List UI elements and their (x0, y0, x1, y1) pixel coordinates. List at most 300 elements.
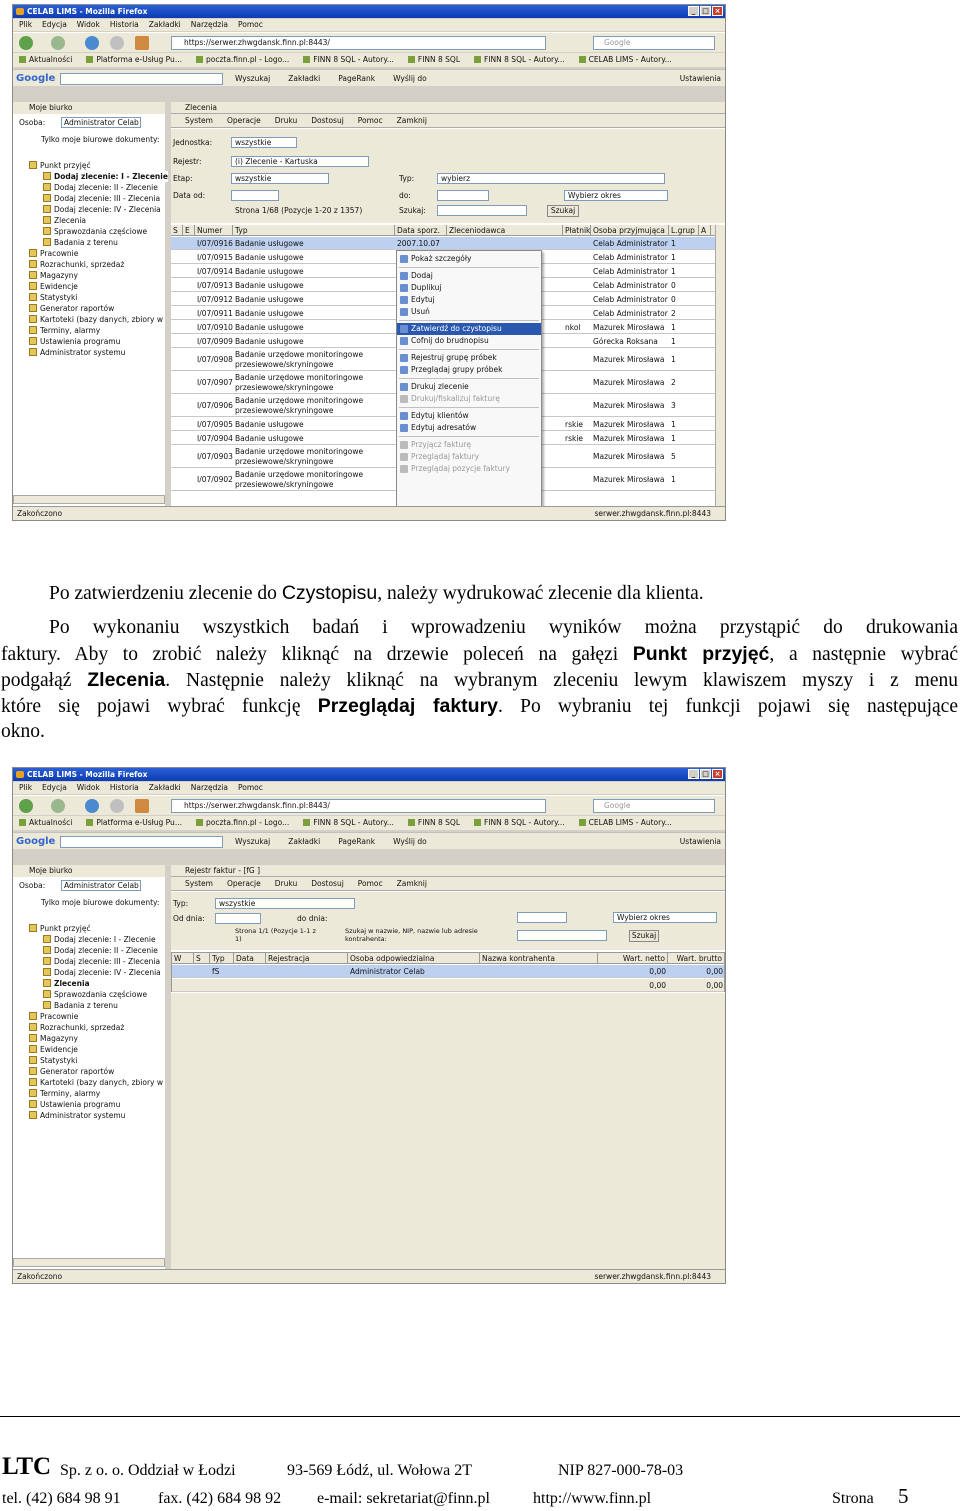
cell-typ: Badanie usługowe (235, 267, 304, 276)
cell-typ: Badanie urzędowe monitoringowe (235, 373, 364, 382)
google-bookmarks-button[interactable]: Zakładki (288, 837, 321, 846)
context-menu-item[interactable]: Cofnij do brudnopisu (397, 335, 541, 347)
table-scrollbar[interactable] (715, 225, 725, 506)
status-host: serwer.zhwgdansk.finn.pl:8443 (594, 1272, 711, 1281)
folder-icon (29, 260, 37, 268)
menu-plik[interactable]: Plik (19, 20, 33, 29)
tree-item-sprawozdania[interactable]: Sprawozdania częściowe (43, 989, 147, 1000)
forward-icon[interactable] (51, 799, 65, 813)
tree-item-terminy[interactable]: Terminy, alarmy (29, 325, 100, 336)
status-host: serwer.zhwgdansk.finn.pl:8443 (594, 509, 711, 518)
col-brutto[interactable]: Wart. brutto (668, 953, 725, 964)
user-select[interactable]: Administrator Celab (61, 880, 141, 891)
close-icon[interactable]: × (712, 769, 723, 779)
folder-icon (29, 1012, 37, 1020)
cell-osoba: Mazurek Mirosława (593, 355, 665, 364)
data-od-input[interactable] (231, 190, 279, 201)
cell-lgrup: 1 (671, 434, 676, 443)
search-input[interactable]: Google (593, 36, 715, 50)
only-mine-label: Tylko moje biurowe dokumenty: (41, 135, 160, 144)
col-osoba[interactable]: Osoba odpowiedzialna (348, 953, 480, 964)
cell-data: 2007.10.07 (397, 239, 440, 248)
only-mine-label: Tylko moje biurowe dokumenty: (41, 898, 160, 907)
footer-divider (0, 1416, 960, 1417)
document-icon (43, 935, 51, 943)
toolbar-pomoc[interactable]: Pomoc (357, 116, 383, 125)
google-search-input[interactable] (60, 73, 223, 85)
panel-title: Rejestr faktur - [fG ] (171, 865, 725, 877)
document-icon (43, 238, 51, 246)
cell-typ: Badanie usługowe (235, 281, 304, 290)
navigation-bar (13, 32, 725, 52)
tree-item-dodaj-zlecenie-2[interactable]: Dodaj zlecenie: II - Zlecenie (43, 182, 158, 193)
typ-select[interactable]: wszystkie (215, 898, 355, 909)
pagerank-indicator: PageRank (338, 74, 376, 83)
firefox-icon (16, 8, 24, 15)
szukaj-label: Szukaj: (399, 206, 426, 215)
bookmark-item[interactable]: poczta.finn.pl - Logo... (196, 816, 289, 830)
document-icon (43, 194, 51, 202)
cell-typ: Badanie usługowe (235, 295, 304, 304)
cell-typ-line2: przesiewowe/skryningowe (235, 406, 334, 415)
cell-osoba: Celab Administrator (593, 267, 668, 276)
navigation-bar (13, 795, 725, 815)
folder-icon (29, 1111, 37, 1119)
bookmark-item[interactable]: Aktualności (19, 53, 72, 67)
folder-icon (29, 924, 37, 932)
cell-numer: I/07/0914 (197, 267, 233, 276)
window-title-bar (13, 768, 725, 781)
faktury-table (171, 952, 725, 992)
url-input[interactable]: https://serwer.zhwgdansk.finn.pl:8443/ (171, 799, 546, 813)
context-menu-item[interactable]: Rejestruj grupę próbek (397, 352, 541, 364)
folder-icon (29, 1100, 37, 1108)
context-menu-item[interactable]: Drukuj zlecenie (397, 381, 541, 393)
od-dnia-label: Od dnia: (173, 914, 205, 923)
bookmark-item[interactable]: Platforma e-Usług Pu... (86, 816, 182, 830)
folder-icon (29, 1056, 37, 1064)
bookmark-item[interactable]: poczta.finn.pl - Logo... (196, 53, 289, 67)
status-bar (13, 506, 725, 520)
tree-item-dodaj-zlecenie-3[interactable]: Dodaj zlecenie: III - Zlecenia (43, 193, 160, 204)
bookmark-item[interactable]: Aktualności (19, 816, 72, 830)
maximize-icon[interactable]: □ (700, 769, 711, 779)
close-icon[interactable]: × (712, 6, 723, 16)
cell-osoba: Górecka Roksana (593, 337, 658, 346)
tree-item-magazyny[interactable]: Magazyny (29, 1033, 78, 1044)
okres-select[interactable]: Wybierz okres (564, 190, 668, 201)
company-nip: NIP 827-000-78-03 (558, 1462, 684, 1479)
send-to-button[interactable]: Wyślij do (393, 837, 427, 846)
toolbar-system[interactable]: System (185, 116, 213, 125)
etap-label: Etap: (173, 174, 193, 183)
tree-item-dodaj-zlecenie-3[interactable]: Dodaj zlecenie: III - Zlecenia (43, 956, 160, 967)
cell-lgrup: 3 (671, 401, 676, 410)
tree-item-ustawienia[interactable]: Ustawienia programu (29, 1099, 120, 1110)
browser-menu-bar (13, 19, 725, 31)
toolbar-dostosuj[interactable]: Dostosuj (311, 879, 344, 888)
context-menu-item: Przyjącz fakturę (397, 439, 541, 451)
cell-numer: I/07/0902 (197, 475, 233, 484)
tree-item-kartoteki[interactable]: Kartoteki (bazy danych, zbiory w (29, 1077, 163, 1088)
paragraph-2-line-4: które się pojawi wybrać funkcję Przeglądaj faktury. Po wybraniu tej funkcji pojawi się następujące (1, 695, 958, 717)
cell-typ: Badanie usługowe (235, 337, 304, 346)
back-icon[interactable] (19, 36, 33, 50)
google-search-button[interactable]: Wyszukaj (235, 837, 271, 846)
context-menu-item: Przeglądaj pozycje faktury (397, 463, 541, 475)
folder-icon (29, 348, 37, 356)
toolbar-operacje[interactable]: Operacje (226, 116, 261, 125)
google-search-input[interactable] (60, 836, 223, 848)
user-select[interactable]: Administrator Celab (61, 117, 141, 128)
cell-lgrup: 0 (671, 281, 676, 290)
paragraph-2-line-5: okno. (1, 721, 45, 742)
stop-icon[interactable] (110, 799, 124, 813)
col-zleceniodawca[interactable]: Zleceniodawca (447, 225, 563, 236)
cell-osoba: Celab Administrator (593, 295, 668, 304)
bookmark-item[interactable]: CELAB LIMS - Autory... (579, 816, 672, 830)
tree-item-dodaj-zlecenie-4[interactable]: Dodaj zlecenie: IV - Zlecenia (43, 967, 161, 978)
cell-lgrup: 1 (671, 267, 676, 276)
cell-numer: I/07/0912 (197, 295, 233, 304)
page-info: Strona 1/68 (Pozycje 1-20 z 1357) (235, 206, 363, 215)
document-icon (43, 1001, 51, 1009)
szukaj-input[interactable] (517, 930, 607, 941)
col-numer[interactable]: Numer (195, 225, 233, 236)
menu-zakladki[interactable]: Zakładki (148, 783, 181, 792)
filter-form (171, 892, 725, 950)
window-title: CELAB LIMS - Mozilla Firefox (27, 7, 148, 16)
user-label: Osoba: (19, 118, 46, 127)
bookmark-item[interactable]: FINN 8 SQL - Autory... (303, 53, 394, 67)
cell-numer: I/07/0906 (197, 401, 233, 410)
table-row[interactable] (171, 237, 725, 250)
document-icon (43, 227, 51, 235)
tree-item-terminy[interactable]: Terminy, alarmy (29, 1088, 100, 1099)
cell-platnik: nkol (565, 323, 581, 332)
cell-numer: I/07/0909 (197, 337, 233, 346)
company-name: Sp. z o. o. Oddział w Łodzi (60, 1462, 236, 1479)
tree-item-zlecenia[interactable]: Zlecenia (43, 978, 90, 989)
cell-osoba: Celab Administrator (593, 239, 668, 248)
col-lgrup[interactable]: L.grup (669, 225, 699, 236)
col-e[interactable]: E (183, 225, 195, 236)
desk-sidebar (13, 865, 168, 1269)
folder-icon (29, 293, 37, 301)
document-icon (43, 957, 51, 965)
toolbar-zamknij[interactable]: Zamknij (396, 116, 427, 125)
tree-item-pracownie[interactable]: Pracownie (29, 1011, 78, 1022)
cell-typ-line2: przesiewowe/skryningowe (235, 480, 334, 489)
context-menu-item[interactable]: Pokaż szczegóły (397, 253, 541, 265)
bookmark-item[interactable]: Platforma e-Usług Pu... (86, 53, 182, 67)
toolbar-pomoc[interactable]: Pomoc (357, 879, 383, 888)
google-toolbar (13, 832, 725, 849)
home-icon[interactable] (135, 799, 149, 813)
bookmark-item[interactable]: CELAB LIMS - Autory... (579, 53, 672, 67)
menu-edycja[interactable]: Edycja (42, 783, 67, 792)
table-header (171, 225, 725, 236)
context-menu-item[interactable]: Przeglądaj grupy próbek (397, 364, 541, 376)
folder-icon (29, 1045, 37, 1053)
cell-typ: Badanie usługowe (235, 309, 304, 318)
sidebar-title: Moje biurko (13, 102, 165, 114)
sidebar-title: Moje biurko (13, 865, 165, 877)
col-typ[interactable]: Typ (210, 953, 234, 964)
window-title: CELAB LIMS - Mozilla Firefox (27, 770, 148, 779)
jednostka-select[interactable]: wszystkie (231, 137, 297, 148)
context-menu-item[interactable]: Edytuj klientów (397, 410, 541, 422)
folder-icon (29, 315, 37, 323)
col-s[interactable]: S (194, 953, 210, 964)
tree-item-ewidencje[interactable]: Ewidencje (29, 1044, 78, 1055)
paragraph-2-line-1: Po wykonaniu wszystkich badań i wprowadzeniu wyników można przystąpić do drukowania (49, 617, 958, 638)
cell-osoba: Celab Administrator (593, 309, 668, 318)
company-fax: fax. (42) 684 98 92 (158, 1490, 282, 1507)
paragraph-1: Po zatwierdzeniu zlecenie do Czystopisu, należy wydrukować zlecenie dla klienta. (49, 582, 704, 604)
menu-historia[interactable]: Historia (109, 783, 139, 792)
tree-item-zlecenia[interactable]: Zlecenia (43, 215, 86, 226)
cell-lgrup: 1 (671, 420, 676, 429)
reload-icon[interactable] (85, 36, 99, 50)
folder-icon (29, 1078, 37, 1086)
cell-typ: Badanie usługowe (235, 434, 304, 443)
menu-historia[interactable]: Historia (109, 20, 139, 29)
screenshot-rejestr-faktur (12, 767, 726, 1284)
do-dnia-input[interactable] (517, 912, 567, 923)
context-menu (396, 250, 542, 508)
toolbar-druku[interactable]: Druku (274, 879, 298, 888)
tree-item-punkt-przyjec[interactable]: Punkt przyjęć (29, 923, 91, 934)
cell-typ: Badanie urzędowe monitoringowe (235, 350, 364, 359)
forward-icon[interactable] (51, 36, 65, 50)
cell-typ: Badanie usługowe (235, 323, 304, 332)
rejestr-select[interactable]: (i) Zlecenie - Kartuska (231, 156, 369, 167)
sum-row (172, 979, 724, 992)
menu-separator (399, 436, 539, 437)
od-dnia-input[interactable] (215, 913, 261, 924)
okres-select[interactable]: Wybierz okres (613, 912, 717, 923)
cell-osoba: Mazurek Mirosława (593, 420, 665, 429)
tree-item-pracownie[interactable]: Pracownie (29, 248, 78, 259)
col-data[interactable]: Data (234, 953, 266, 964)
cell-lgrup: 1 (671, 239, 676, 248)
cell-lgrup: 1 (671, 323, 676, 332)
page-number: 5 (898, 1484, 909, 1508)
cell-numer: I/07/0904 (197, 434, 233, 443)
document-icon (43, 990, 51, 998)
sidebar-scrollbar[interactable] (13, 495, 165, 504)
google-settings-button[interactable]: Ustawienia (679, 74, 721, 83)
tree-item-badania-z-terenu[interactable]: Badania z terenu (43, 1000, 118, 1011)
cell-lgrup: 5 (671, 452, 676, 461)
context-menu-item: Przeglądaj faktury (397, 451, 541, 463)
tree-item-magazyny[interactable]: Magazyny (29, 270, 78, 281)
context-menu-item[interactable]: Duplikuj (397, 282, 541, 294)
document-icon (43, 946, 51, 954)
tree-item-statystyki[interactable]: Statystyki (29, 1055, 77, 1066)
bookmark-item[interactable]: FINN 8 SQL - Autory... (303, 816, 394, 830)
cell-typ: Badanie usługowe (235, 253, 304, 262)
typ-label: Typ: (399, 174, 415, 183)
cell-osoba: Mazurek Mirosława (593, 378, 665, 387)
back-icon[interactable] (19, 799, 33, 813)
col-osoba[interactable]: Osoba przyjmująca (591, 225, 669, 236)
col-rejestracja[interactable]: Rejestracja (266, 953, 348, 964)
szukaj-button[interactable]: Szukaj (547, 205, 579, 217)
col-a[interactable]: A (699, 225, 711, 236)
col-typ[interactable]: Typ (233, 225, 395, 236)
cell-numer: I/07/0916 (197, 239, 233, 248)
search-input[interactable]: Google (593, 799, 715, 813)
bookmarks-bar (13, 816, 725, 830)
data-do-input[interactable] (437, 190, 489, 201)
menu-plik[interactable]: Plik (19, 783, 33, 792)
cell-numer: I/07/0913 (197, 281, 233, 290)
bookmark-item[interactable]: FINN 8 SQL - Autory... (474, 816, 565, 830)
cell-osoba: Mazurek Mirosława (593, 401, 665, 410)
tree-item-administrator[interactable]: Administrator systemu (29, 1110, 125, 1121)
cell-typ-line2: przesiewowe/skryningowe (235, 457, 334, 466)
panel-toolbar (171, 114, 725, 128)
col-s[interactable]: S (171, 225, 183, 236)
etap-select[interactable]: wszystkie (231, 173, 329, 184)
cell-osoba: Mazurek Mirosława (593, 323, 665, 332)
filter-form (171, 129, 725, 223)
col-netto[interactable]: Wart. netto (598, 953, 668, 964)
cell-lgrup: 1 (671, 253, 676, 262)
sum-netto: 0,00 (649, 981, 666, 990)
tree-item-generator-raportow[interactable]: Generator raportów (29, 303, 114, 314)
typ-label: Typ: (173, 899, 189, 908)
tree-item-dodaj-zlecenie-4[interactable]: Dodaj zlecenie: IV - Zlecenia (43, 204, 161, 215)
url-input[interactable]: https://serwer.zhwgdansk.finn.pl:8443/ (171, 36, 546, 50)
context-menu-item[interactable]: Usuń (397, 306, 541, 318)
col-kontrahent[interactable]: Nazwa kontrahenta (480, 953, 598, 964)
tree-item-badania-z-terenu[interactable]: Badania z terenu (43, 237, 118, 248)
cell-typ-line2: przesiewowe/skryningowe (235, 360, 334, 369)
context-menu-item[interactable]: Dodaj (397, 270, 541, 282)
toolbar-operacje[interactable]: Operacje (226, 879, 261, 888)
szukaj-input[interactable] (437, 205, 527, 216)
reload-icon[interactable] (85, 799, 99, 813)
tree-item-sprawozdania[interactable]: Sprawozdania częściowe (43, 226, 147, 237)
page-info: Strona 1/1 (Pozycje 1-1 z 1) (235, 927, 316, 943)
tree-item-punkt-przyjec[interactable]: Punkt przyjęć (29, 160, 91, 171)
tree-item-generator-raportow[interactable]: Generator raportów (29, 1066, 114, 1077)
company-email[interactable]: e-mail: sekretariat@finn.pl (317, 1490, 490, 1507)
tree-item-statystyki[interactable]: Statystyki (29, 292, 77, 303)
stop-icon[interactable] (110, 36, 124, 50)
window-title-bar (13, 5, 725, 18)
cell-osoba: Celab Administrator (593, 281, 668, 290)
google-bookmarks-button[interactable]: Zakładki (288, 74, 321, 83)
context-menu-item[interactable]: Zatwierdź do czystopisu (397, 323, 541, 335)
google-search-button[interactable]: Wyszukaj (235, 74, 271, 83)
col-data[interactable]: Data sporz. (395, 225, 447, 236)
tree-item-rozrachunki[interactable]: Rozrachunki, sprzedaż (29, 259, 124, 270)
toolbar-system[interactable]: System (185, 879, 213, 888)
context-menu-item[interactable]: Edytuj (397, 294, 541, 306)
col-platnik[interactable]: Płatnik (565, 226, 591, 235)
toolbar-zamknij[interactable]: Zamknij (396, 879, 427, 888)
cell-numer: I/07/0908 (197, 355, 233, 364)
firefox-icon (16, 771, 24, 778)
google-settings-button[interactable]: Ustawienia (679, 837, 721, 846)
rejestr-label: Rejestr: (173, 157, 202, 166)
bookmarks-bar (13, 53, 725, 67)
tree-item-dodaj-zlecenie-1[interactable]: Dodaj zlecenie: I - Zlecenie (43, 171, 168, 182)
bookmark-item[interactable]: FINN 8 SQL (408, 53, 460, 67)
cell-netto: 0,00 (649, 967, 666, 976)
rejestr-faktur-panel (171, 865, 725, 1269)
desk-sidebar (13, 102, 168, 506)
toolbar-dostosuj[interactable]: Dostosuj (311, 116, 344, 125)
tree-item-ewidencje[interactable]: Ewidencje (29, 281, 78, 292)
company-logo-text: LTC (2, 1453, 52, 1480)
tree-item-dodaj-zlecenie-1[interactable]: Dodaj zlecenie: I - Zlecenie (43, 934, 156, 945)
cell-typ: Badanie urzędowe monitoringowe (235, 447, 364, 456)
tree-item-ustawienia[interactable]: Ustawienia programu (29, 336, 120, 347)
google-logo: Google (16, 836, 56, 847)
home-icon[interactable] (135, 36, 149, 50)
status-bar (13, 1269, 725, 1283)
menu-edycja[interactable]: Edycja (42, 20, 67, 29)
szukaj-button[interactable]: Szukaj (629, 930, 659, 942)
tree-item-kartoteki[interactable]: Kartoteki (bazy danych, zbiory w (29, 314, 163, 325)
typ-select[interactable]: wybierz (437, 173, 665, 184)
menu-separator (399, 267, 539, 268)
table-header (172, 953, 724, 964)
tree-item-dodaj-zlecenie-2[interactable]: Dodaj zlecenie: II - Zlecenie (43, 945, 158, 956)
menu-separator (399, 378, 539, 379)
cell-platnik: rskie (565, 420, 584, 429)
menu-pomoc[interactable]: Pomoc (237, 20, 263, 29)
cell-lgrup: 2 (671, 309, 676, 318)
folder-icon (29, 304, 37, 312)
tree-item-rozrachunki[interactable]: Rozrachunki, sprzedaż (29, 1022, 124, 1033)
folder-icon (29, 161, 37, 169)
company-tel: tel. (42) 684 98 91 (2, 1490, 121, 1507)
document-icon (43, 968, 51, 976)
company-www[interactable]: http://www.finn.pl (533, 1490, 652, 1507)
menu-narzedzia[interactable]: Narzędzia (190, 783, 228, 792)
context-menu-item[interactable]: Edytuj adresatów (397, 422, 541, 434)
col-w[interactable]: W (172, 953, 194, 964)
cell-typ: Badanie usługowe (235, 239, 304, 248)
maximize-icon[interactable]: □ (700, 6, 711, 16)
sidebar-scrollbar[interactable] (13, 1258, 165, 1267)
toolbar-druku[interactable]: Druku (274, 116, 298, 125)
do-label: do: (399, 191, 411, 200)
menu-widok[interactable]: Widok (76, 783, 100, 792)
menu-zakladki[interactable]: Zakładki (148, 20, 181, 29)
empty-workspace (171, 993, 725, 1269)
bookmark-item[interactable]: FINN 8 SQL - Autory... (474, 53, 565, 67)
bookmark-item[interactable]: FINN 8 SQL (408, 816, 460, 830)
document-icon (43, 216, 51, 224)
folder-icon (29, 1067, 37, 1075)
menu-pomoc[interactable]: Pomoc (237, 783, 263, 792)
tree-item-administrator[interactable]: Administrator systemu (29, 347, 125, 358)
minimize-icon[interactable]: _ (688, 6, 699, 16)
table-row[interactable] (172, 965, 724, 978)
minimize-icon[interactable]: _ (688, 769, 699, 779)
menu-narzedzia[interactable]: Narzędzia (190, 20, 228, 29)
send-to-button[interactable]: Wyślij do (393, 74, 427, 83)
menu-widok[interactable]: Widok (76, 20, 100, 29)
cell-numer: I/07/0910 (197, 323, 233, 332)
